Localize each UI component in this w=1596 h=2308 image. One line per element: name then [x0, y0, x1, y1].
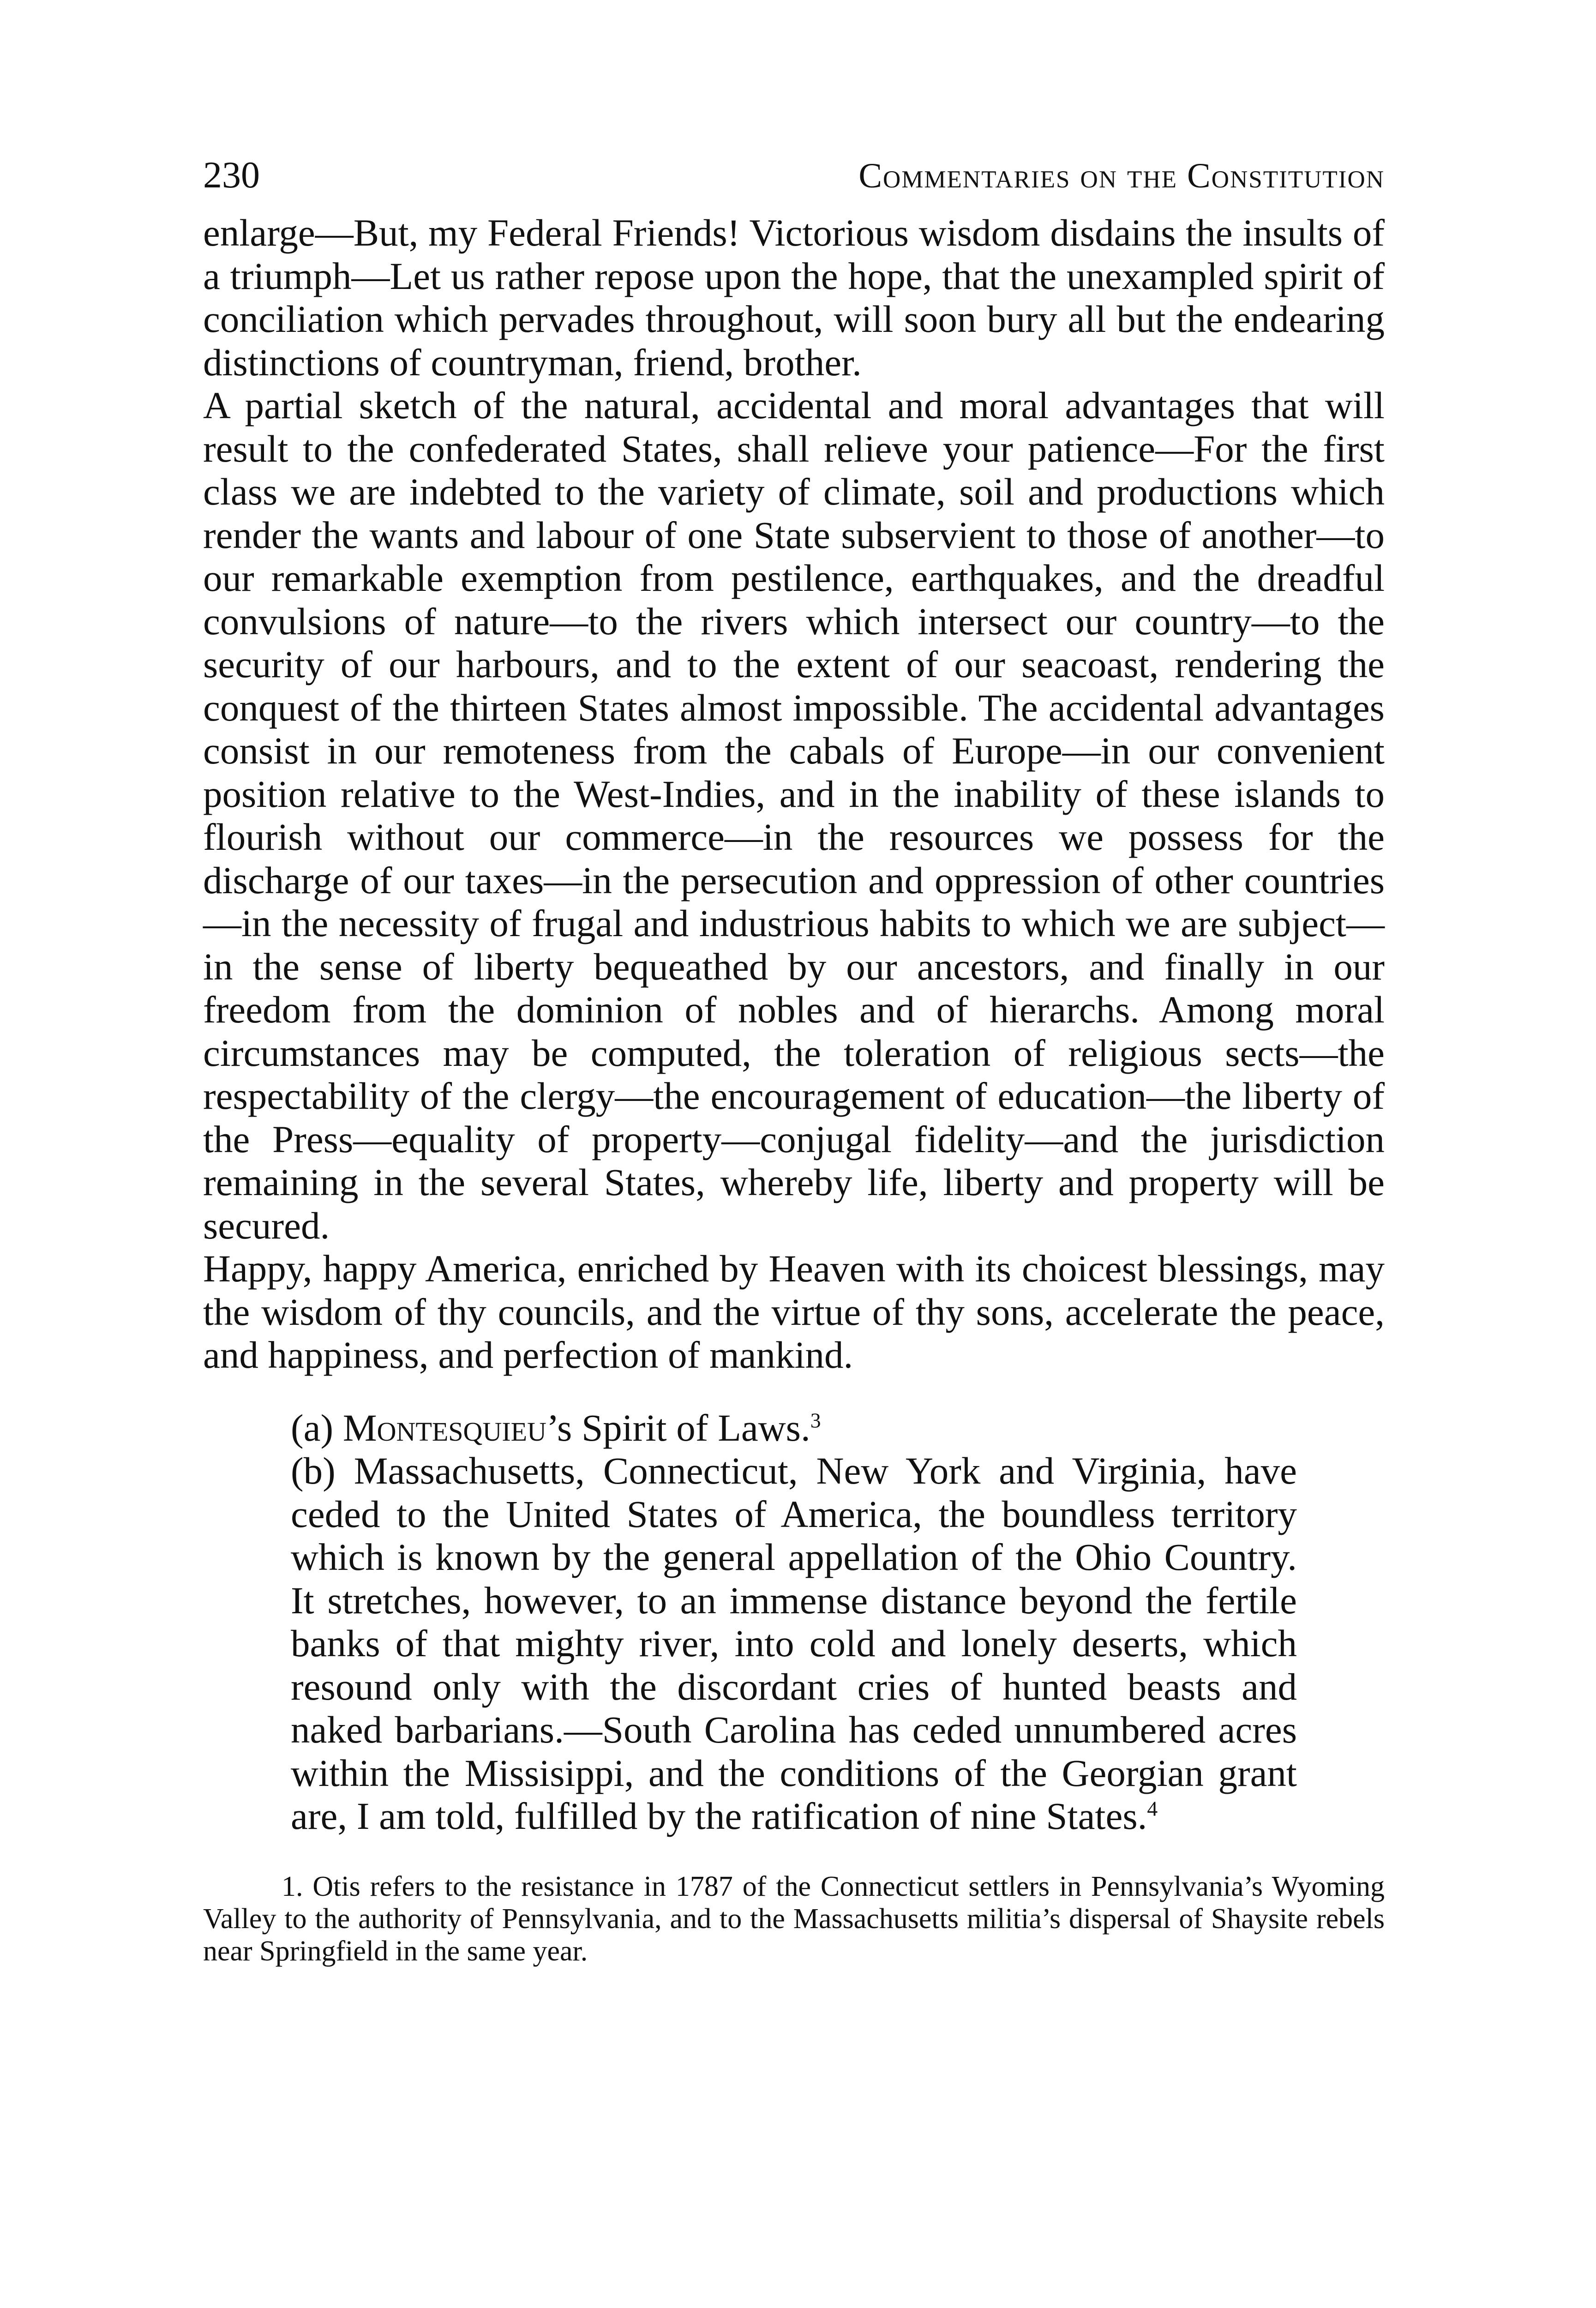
footnote-b [291, 1449, 1297, 1838]
footnote-a-marker: (a) [291, 1406, 334, 1449]
running-title: Commentaries on the Constitution [858, 156, 1385, 195]
footnote-b-ref: 4 [1147, 1797, 1158, 1821]
footnote-a-rest: ’s Spirit of Laws. [546, 1406, 810, 1449]
footnote-a [291, 1406, 1297, 1450]
main-text [203, 211, 1385, 1377]
paragraph-advantages: A partial sketch of the natural, accidental and moral advantages that will result to the confederated States, shall relieve your patience—For the first class we are indebted to the variety of climate, soil and productions which render the wants and labour of one State subservient to those of another—to our remarkable exemption from pestilence, earthquakes, and the dreadful convulsions of nature—to the rivers which intersect our country—to the security of our harbours, and to the extent of our seacoast, rendering the conquest of the thirteen States almost impossible. The accidental advantages consist in our remoteness from the cabals of Europe—in our convenient position relative to the West-Indies, and in the inability of these islands to flourish without our commerce—in the resources we possess for the discharge of our taxes—in the persecution and oppression of other countries—in the necessity of frugal and industrious habits to which we are subject—in the sense of liberty bequeathed by our ancestors, and finally in our freedom from the dominion of nobles and of hierarchs. Among moral circumstances may be computed, the toleration of religious sects—the respectability of the clergy—the encouragement of education—the liberty of the Press—equality of property—conjugal fidelity—and the jurisdiction remaining in the several States, whereby life, liberty and property will be secured. [203, 384, 1385, 1247]
footnote-b-text: (b) Massachusetts, Connecticut, New York and Virginia, have ceded to the United States of America, the boundless territory which is known by the general appellation of the Ohio Country. It stretches, however, to an immense distance beyond the fertile banks of that mighty river, into cold and lonely deserts, which resound only with the discordant cries of hunted beasts and naked barbarians.—South Carolina has ceded unnumbered acres within the Missisippi, and the conditions of the Georgian grant are, I am told, fulfilled by the ratification of nine States. [291, 1449, 1297, 1837]
editor-note-1: 1. Otis refers to the resistance in 1787 of the Connecticut settlers in Pennsylvania’s Wyoming Valley to the authority of Pennsylvania, and to the Massachusetts militia’s dispersal of Shaysite rebels near Springfield in the same year. [203, 1870, 1385, 1967]
editor-notes [203, 1870, 1385, 1967]
paragraph-happy-america: Happy, happy America, enriched by Heaven with its choicest blessings, may the wisdom of thy councils, and the virtue of thy sons, accelerate the peace, and happiness, and perfection of mankind. [203, 1247, 1385, 1376]
page-number: 230 [203, 154, 260, 196]
paragraph-continued: enlarge—But, my Federal Friends! Victorious wisdom disdains the insults of a triumph—Let us rather repose upon the hope, that the unexampled spirit of conciliation which pervades throughout, will soon bury all but the endearing distinctions of countryman, friend, brother. [203, 211, 1385, 384]
footnote-a-ref: 3 [810, 1408, 821, 1432]
author-footnotes [291, 1406, 1297, 1838]
book-page [203, 152, 1385, 2308]
running-head [203, 152, 1385, 203]
footnote-a-name: Montesquieu [342, 1406, 546, 1449]
